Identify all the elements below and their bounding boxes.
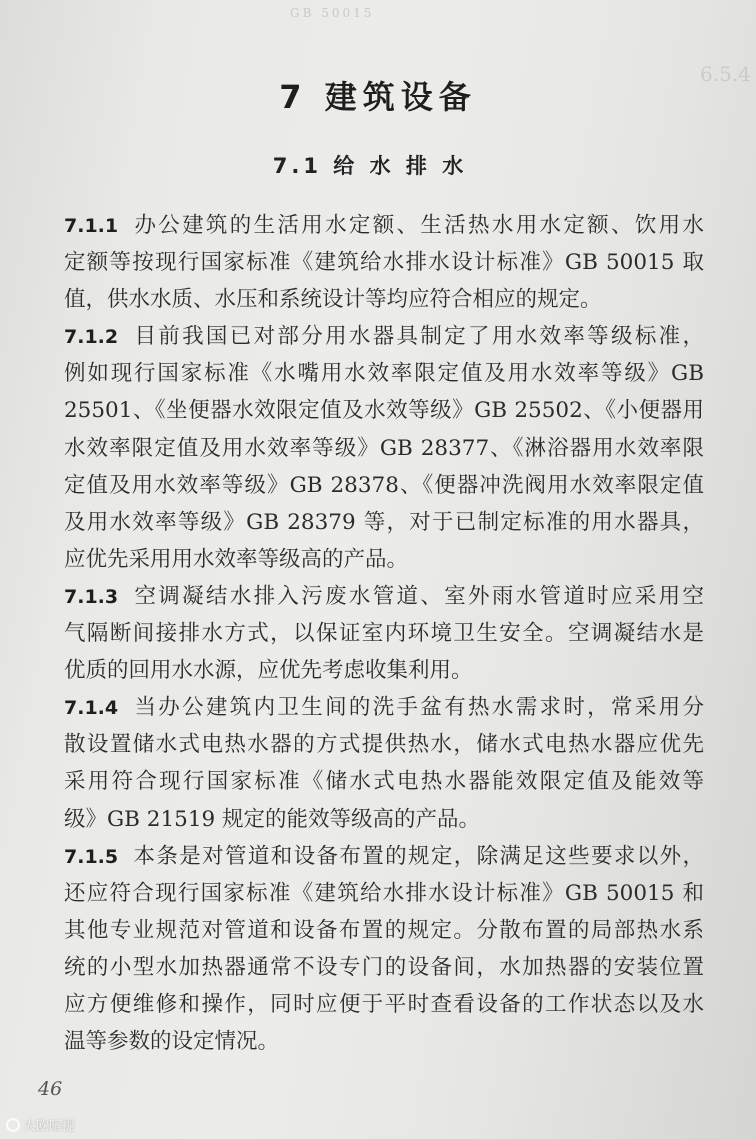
text-line bbox=[64, 467, 704, 504]
clause-number: 7.1.5 bbox=[64, 845, 119, 868]
section-title: 7.1 给 水 排 水 bbox=[272, 154, 468, 178]
line-text: 其他专业规范对管道和设备布置的规定。分散布置的局部热水系 bbox=[64, 917, 704, 943]
line-text: 值，供水水质、水压和系统设计等均应符合相应的规定。 bbox=[64, 287, 602, 313]
line-text: 气隔断间接排水方式，以保证室内环境卫生安全。空调凝结水是 bbox=[64, 621, 704, 647]
ghost-line: 6.5.4 bbox=[700, 62, 751, 86]
clause-paragraph bbox=[64, 838, 704, 1061]
text-line bbox=[64, 912, 704, 949]
line-text: 办公建筑的生活用水定额、生活热水用水定额、饮用水 bbox=[132, 213, 704, 238]
line-text: 级》GB 21519 规定的能效等级高的产品。 bbox=[64, 806, 481, 832]
line-text: 优质的回用水水源，应优先考虑收集利用。 bbox=[64, 658, 473, 684]
text-line bbox=[64, 504, 704, 541]
clause-number: 7.1.2 bbox=[64, 326, 119, 349]
clause-paragraph bbox=[64, 318, 704, 578]
line-text: 空调凝结水排入污废水管道、室外雨水管道时应采用空 bbox=[132, 583, 704, 609]
line-text: 定值及用水效率等级》GB 28378、《便器冲洗阀用水效率限定值 bbox=[64, 472, 704, 498]
line-text: 目前我国已对部分用水器具制定了用水效率等级标准， bbox=[132, 324, 704, 350]
line-text: 还应符合现行国家标准《建筑给水排水设计标准》GB 50015 和 bbox=[64, 880, 704, 906]
line-text: 统的小型水加热器通常不设专门的设备间，水加热器的安装位置 bbox=[64, 954, 704, 980]
page-number: 46 bbox=[38, 1078, 63, 1100]
text-line bbox=[64, 281, 704, 318]
clause-paragraph bbox=[64, 578, 704, 689]
text-line bbox=[64, 986, 704, 1023]
line-text: 水效率限定值及用水效率等级》GB 28377、《淋浴器用水效率限 bbox=[64, 435, 704, 461]
text-line bbox=[64, 615, 704, 652]
line-text: 应优先采用用水效率等级高的产品。 bbox=[64, 546, 409, 572]
text-line bbox=[64, 541, 704, 578]
watermark bbox=[6, 1115, 75, 1134]
text-line bbox=[64, 726, 704, 763]
text-line bbox=[64, 244, 704, 281]
watermark-logo-icon bbox=[6, 1118, 20, 1132]
clause-paragraph bbox=[64, 689, 704, 837]
chapter-title: 7 建筑设备 bbox=[279, 78, 477, 116]
line-text: 及用水效率等级》GB 28379 等，对于已制定标准的用水器具， bbox=[64, 509, 704, 535]
clause-number: 7.1.3 bbox=[64, 585, 119, 608]
clause-number: 7.1.4 bbox=[64, 697, 119, 720]
text-line bbox=[64, 763, 704, 800]
watermark-text: 大欧暗提 bbox=[23, 1119, 76, 1134]
text-line bbox=[64, 430, 704, 467]
text-line bbox=[64, 949, 704, 986]
text-line bbox=[64, 652, 704, 689]
clause-number: 7.1.1 bbox=[64, 215, 119, 237]
text-line bbox=[64, 1023, 704, 1060]
line-text: 采用符合现行国家标准《储水式电热水器能效限定值及能效等 bbox=[64, 769, 704, 795]
line-text: 25501、《坐便器水效限定值及水效等级》GB 25502、《小便器用 bbox=[64, 398, 704, 424]
text-line bbox=[64, 801, 704, 838]
line-text: 当办公建筑内卫生间的洗手盆有热水需求时，常采用分 bbox=[132, 695, 704, 721]
line-text: 散设置储水式电热水器的方式提供热水，储水式电热水器应优先 bbox=[64, 732, 704, 758]
text-line bbox=[64, 207, 704, 244]
text-line bbox=[64, 578, 704, 615]
text-line bbox=[64, 875, 704, 912]
text-line bbox=[64, 318, 704, 355]
line-text: 温等参数的设定情况。 bbox=[64, 1029, 280, 1055]
line-text: 定额等按现行国家标准《建筑给水排水设计标准》GB 50015 取 bbox=[64, 250, 704, 276]
body-text bbox=[64, 207, 704, 1060]
text-line bbox=[64, 355, 704, 392]
text-line bbox=[64, 689, 704, 726]
line-text: 本条是对管道和设备布置的规定，除满足这些要求以外， bbox=[132, 843, 704, 869]
running-head: GB 50015 bbox=[290, 6, 375, 20]
text-line bbox=[64, 392, 704, 429]
clause-paragraph bbox=[64, 207, 704, 318]
line-text: 应方便维修和操作，同时应便于平时查看设备的工作状态以及水 bbox=[64, 991, 704, 1017]
text-line bbox=[64, 838, 704, 875]
line-text: 例如现行国家标准《水嘴用水效率限定值及用水效率等级》GB bbox=[64, 361, 704, 387]
